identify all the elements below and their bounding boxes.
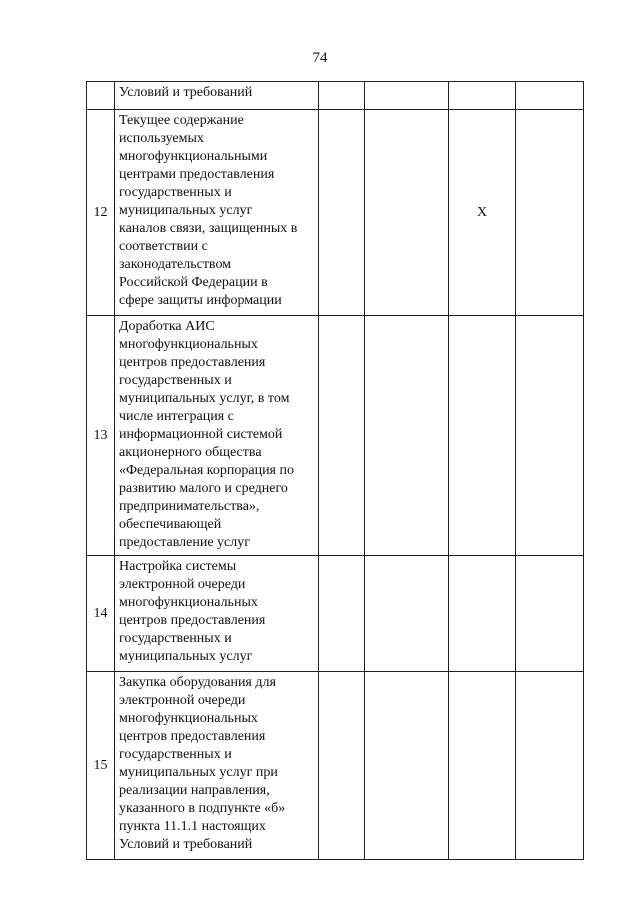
mark-cell [319, 110, 365, 316]
description-line: многофункциональных [119, 711, 258, 726]
description-cell [115, 110, 319, 316]
row-number-cell: 15 [87, 672, 115, 860]
requirements-table [86, 81, 584, 860]
description-line: соответствии с [119, 239, 208, 254]
description-line: многофункциональных [119, 595, 258, 610]
description-line: акционерного общества [119, 445, 262, 460]
mark-cell [516, 316, 584, 556]
table-row [87, 316, 584, 556]
description-line: государственных и [119, 185, 232, 200]
description-line: информационной системой [119, 427, 283, 442]
mark-cell [516, 556, 584, 672]
description-line: числе интеграция с [119, 409, 234, 424]
description-line: сфере защиты информации [119, 293, 282, 308]
description-line: предоставление услуг [119, 535, 250, 550]
description-line: Текущее содержание [119, 113, 244, 128]
mark-cell: X [449, 110, 516, 316]
table-row [87, 556, 584, 672]
row-number-cell [87, 82, 115, 110]
description-line: муниципальных услуг [119, 203, 253, 218]
mark-cell [449, 556, 516, 672]
description-line: многофункциональными [119, 149, 268, 164]
mark-cell [319, 556, 365, 672]
table-row [87, 672, 584, 860]
description-cell [115, 556, 319, 672]
description-line: указанного в подпункте «б» [119, 801, 286, 816]
mark-cell [365, 556, 449, 672]
description-line: предпринимательства», [119, 499, 260, 514]
description-line: государственных и [119, 747, 232, 762]
description-line: пункта 11.1.1 настоящих [119, 819, 266, 834]
mark-cell [319, 316, 365, 556]
table-row [87, 110, 584, 316]
description-line: «Федеральная корпорация по [119, 463, 294, 478]
mark-cell [365, 316, 449, 556]
table-body [87, 82, 584, 860]
description-line: государственных и [119, 631, 232, 646]
row-number-cell: 14 [87, 556, 115, 672]
row-number-cell: 12 [87, 110, 115, 316]
mark-cell [449, 316, 516, 556]
mark-cell [365, 82, 449, 110]
mark-cell [516, 82, 584, 110]
description-line: обеспечивающей [119, 517, 222, 532]
description-line: государственных и [119, 373, 232, 388]
row-number-cell: 13 [87, 316, 115, 556]
mark-cell [365, 672, 449, 860]
page-number: 74 [312, 50, 328, 66]
mark-cell [319, 82, 365, 110]
description-line: реализации направления, [119, 783, 270, 798]
description-line: электронной очереди [119, 693, 246, 708]
description-line: развитию малого и среднего [119, 481, 288, 496]
description-line: центров предоставления [119, 355, 266, 370]
mark-cell [319, 672, 365, 860]
description-cell [115, 316, 319, 556]
description-line: муниципальных услуг [119, 649, 253, 664]
description-line: центров предоставления [119, 613, 266, 628]
mark-cell [365, 110, 449, 316]
description-line: законодательством [119, 257, 232, 272]
description-line: Закупка оборудования для [119, 675, 276, 690]
description-line: Доработка АИС [119, 319, 215, 334]
description-line: используемых [119, 131, 204, 146]
description-line: муниципальных услуг при [119, 765, 278, 780]
description-line: электронной очереди [119, 577, 246, 592]
description-line: Условий и требований [119, 837, 253, 852]
description-line: Настройка системы [119, 559, 237, 574]
description-cell [115, 672, 319, 860]
description-line: каналов связи, защищенных в [119, 221, 298, 236]
mark-cell [516, 110, 584, 316]
description-line: центрами предоставления [119, 167, 275, 182]
mark-cell [449, 672, 516, 860]
description-line: Условий и требований [119, 85, 253, 100]
description-cell [115, 82, 319, 110]
description-line: многофункциональных [119, 337, 258, 352]
mark-cell [516, 672, 584, 860]
table-row [87, 82, 584, 110]
description-line: муниципальных услуг, в том [119, 391, 290, 406]
description-line: Российской Федерации в [119, 275, 268, 290]
description-line: центров предоставления [119, 729, 266, 744]
mark-cell [449, 82, 516, 110]
